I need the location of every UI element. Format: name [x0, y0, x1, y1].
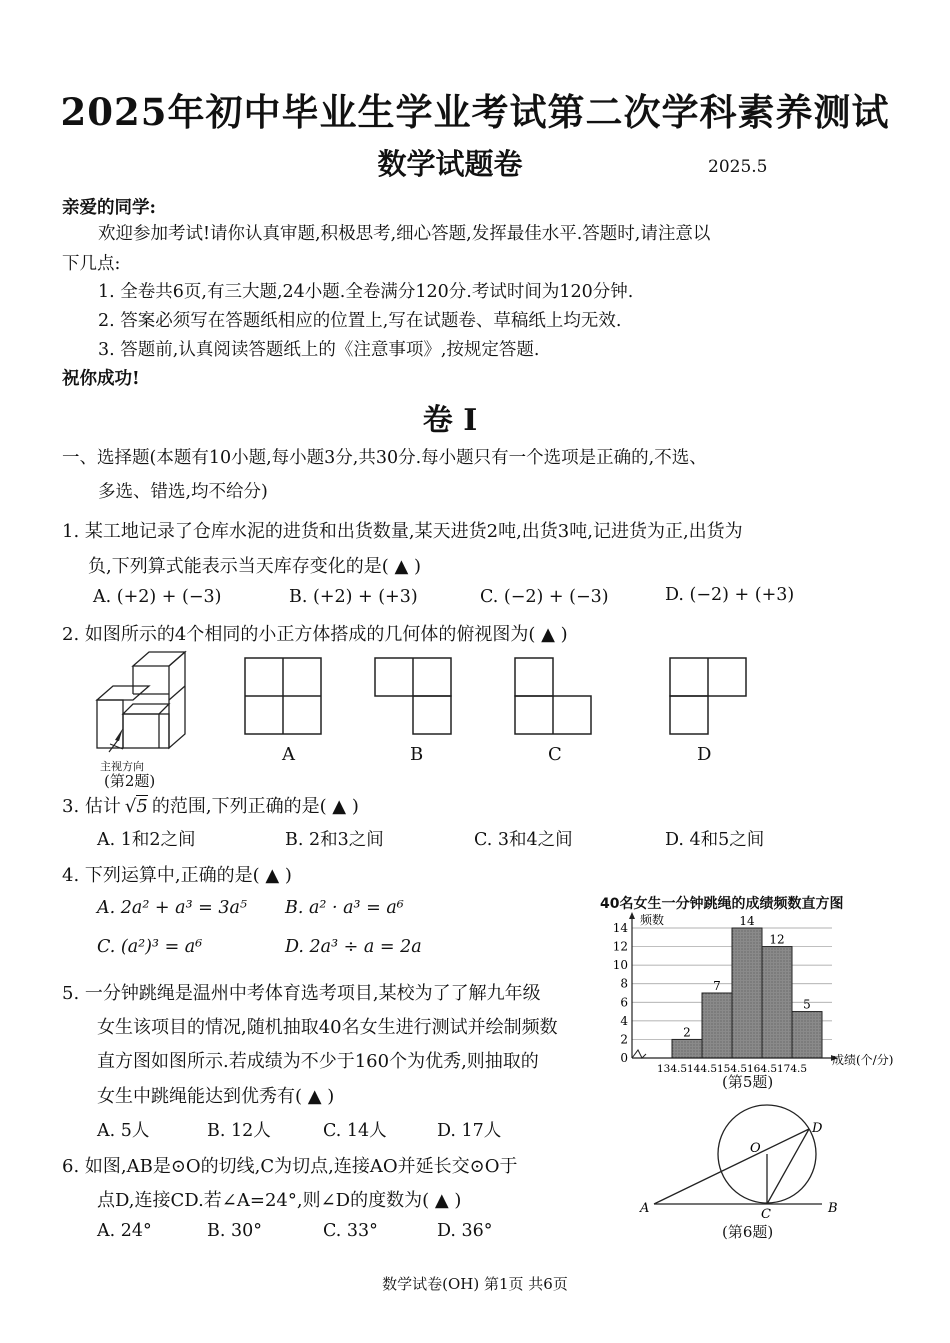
- section-heading-2: 多选、错选,均不给分): [98, 482, 268, 502]
- y-tick-label: 8: [620, 976, 628, 991]
- q2-caption: (第2题): [104, 772, 156, 790]
- q2-label-b: B: [410, 744, 424, 765]
- exam-date: 2025.5: [708, 157, 768, 177]
- q2-option-d-figure: [665, 655, 755, 740]
- q2-option-c-figure: [510, 655, 600, 740]
- q5-line-2: 女生该项目的情况,随机抽取40名女生进行测试并绘制频数: [97, 1017, 558, 1038]
- q3-option-b: B. 2和3之间: [285, 830, 384, 850]
- q5-option-c: C. 14人: [323, 1121, 387, 1141]
- point-o: O: [750, 1141, 761, 1156]
- q3-prefix: 3. 估计: [62, 796, 121, 817]
- q1-option-a: A. (+2) + (−3): [93, 587, 222, 607]
- y-tick-label: 14: [612, 921, 628, 935]
- point-a: A: [640, 1201, 650, 1216]
- q5-line-4: 女生中跳绳能达到优秀有( ▲ ): [97, 1086, 335, 1107]
- x-tick-label: 144.5: [686, 1063, 718, 1072]
- bar-value-label: 12: [769, 932, 785, 947]
- q1-option-b: B. (+2) + (+3): [289, 587, 418, 607]
- rule-2: 2. 答案必须写在答题纸相应的位置上,写在试题卷、草稿纸上均无效.: [98, 311, 622, 331]
- q4-option-c: C. (a²)³ = a⁶: [97, 937, 203, 957]
- q1-line-2: 负,下列算式能表示当天库存变化的是( ▲ ): [88, 556, 422, 577]
- y-tick-label: 0: [620, 1051, 628, 1065]
- point-b: B: [828, 1201, 838, 1216]
- arrow-icon: [115, 728, 123, 741]
- q3-radicand: 5: [136, 796, 148, 817]
- bar-value-label: 7: [713, 979, 721, 993]
- q2-solid-figure: [95, 648, 195, 753]
- x-tick-label: 164.5: [746, 1063, 778, 1072]
- q6-option-d: D. 36°: [437, 1221, 493, 1241]
- welcome-line-2: 下几点:: [62, 254, 121, 274]
- rule-1: 1. 全卷共6页,有三大题,24小题.全卷满分120分.考试时间为120分钟.: [98, 282, 634, 302]
- q4-option-d: D. 2a³ ÷ a = 2a: [285, 937, 422, 957]
- q6-line-2: 点D,连接CD.若∠A=24°,则∠D的度数为( ▲ ): [97, 1190, 462, 1211]
- page-footer: 数学试卷(OH) 第1页 共6页: [382, 1275, 568, 1293]
- histogram-bar: [672, 1039, 702, 1058]
- bar-value-label: 5: [803, 997, 811, 1012]
- section-heading-1: 一、选择题(本题有10小题,每小题3分,共30分.每小题只有一个选项是正确的,不选、: [62, 448, 707, 468]
- q2-direction-label: 主视方向: [100, 760, 144, 773]
- q2-label-c: C: [548, 744, 562, 765]
- q2-label-d: D: [697, 744, 712, 765]
- axis-break-icon: [632, 1050, 646, 1058]
- x-axis-label: 成绩(个/分): [832, 1053, 894, 1067]
- y-tick-label: 12: [612, 939, 628, 954]
- rule-3: 3. 答题前,认真阅读答题纸上的《注意事项》,按规定答题.: [98, 340, 540, 360]
- q6-option-c: C. 33°: [323, 1221, 378, 1241]
- q5-line-3: 直方图如图所示.若成绩为不少于160个为优秀,则抽取的: [97, 1051, 539, 1072]
- q6-circle-figure: [630, 1100, 850, 1220]
- histogram-bar: [792, 1012, 822, 1058]
- x-tick-label: 154.5: [716, 1063, 748, 1072]
- chart-title: 40名女生一分钟跳绳的成绩频数直方图: [600, 896, 844, 912]
- bar-value-label: 14: [739, 914, 755, 928]
- q1-option-d: D. (−2) + (+3): [665, 585, 795, 605]
- y-axis-label: 频数: [640, 913, 665, 927]
- q6-line-1: 6. 如图,AB是⊙O的切线,C为切点,连接AO并延长交⊙O于: [62, 1156, 518, 1177]
- welcome-line-1: 欢迎参加考试!请你认真审题,积极思考,细心答题,发挥最佳水平.答题时,请注意以: [98, 224, 711, 244]
- line-ad: [654, 1129, 809, 1204]
- q6-option-a: A. 24°: [97, 1221, 152, 1241]
- q4-line-1: 4. 下列运算中,正确的是( ▲ ): [62, 865, 292, 886]
- q2-option-a-figure: [240, 655, 330, 740]
- histogram-chart: [600, 912, 920, 1072]
- q5-option-b: B. 12人: [207, 1121, 271, 1141]
- section-title: 卷 I: [422, 403, 478, 438]
- q2-option-b-figure: [370, 655, 460, 740]
- sqrt-symbol: √: [124, 796, 137, 817]
- q3-suffix: 的范围,下列正确的是( ▲ ): [151, 796, 359, 817]
- segment-cd: [767, 1129, 809, 1204]
- q5-option-a: A. 5人: [97, 1121, 150, 1141]
- q6-caption: (第6题): [722, 1223, 774, 1241]
- q3-option-a: A. 1和2之间: [97, 830, 196, 850]
- q1-option-c: C. (−2) + (−3): [480, 587, 609, 607]
- point-c: C: [761, 1207, 771, 1220]
- wish: 祝你成功!: [62, 369, 140, 389]
- x-tick-label: 174.5: [776, 1063, 808, 1072]
- q2-label-a: A: [282, 744, 295, 765]
- q5-line-1: 5. 一分钟跳绳是温州中考体育选考项目,某校为了了解九年级: [62, 983, 541, 1004]
- exam-subtitle: 数学试题卷: [377, 147, 523, 181]
- y-axis-arrow-icon: [629, 912, 635, 919]
- y-tick-label: 4: [620, 1013, 628, 1028]
- histogram-bar: [702, 993, 732, 1058]
- q1-line-1: 1. 某工地记录了仓库水泥的进货和出货数量,某天进货2吨,出货3吨,记进货为正,出货为: [62, 521, 743, 542]
- q2-line-1: 2. 如图所示的4个相同的小正方体搭成的几何体的俯视图为( ▲ ): [62, 624, 568, 645]
- q3-option-d: D. 4和5之间: [665, 830, 765, 850]
- point-d: D: [812, 1121, 823, 1136]
- q4-option-b: B. a² · a³ = a⁶: [285, 898, 404, 918]
- y-tick-label: 10: [612, 958, 628, 973]
- histogram-bar: [732, 928, 762, 1058]
- y-tick-label: 2: [620, 1032, 628, 1047]
- q3-option-c: C. 3和4之间: [474, 830, 573, 850]
- y-tick-label: 6: [620, 995, 628, 1010]
- q6-option-b: B. 30°: [207, 1221, 263, 1241]
- exam-title: 2025年初中毕业生学业考试第二次学科素养测试: [60, 90, 890, 134]
- q4-option-a: A. 2a² + a³ = 3a⁵: [97, 898, 247, 918]
- q3-line: [62, 792, 359, 818]
- histogram-bar: [762, 947, 792, 1058]
- greeting: 亲爱的同学:: [62, 198, 156, 218]
- q5-option-d: D. 17人: [437, 1121, 502, 1141]
- bar-value-label: 2: [683, 1025, 691, 1040]
- q5-caption: (第5题): [722, 1073, 774, 1091]
- x-tick-label: 134.5: [656, 1063, 688, 1072]
